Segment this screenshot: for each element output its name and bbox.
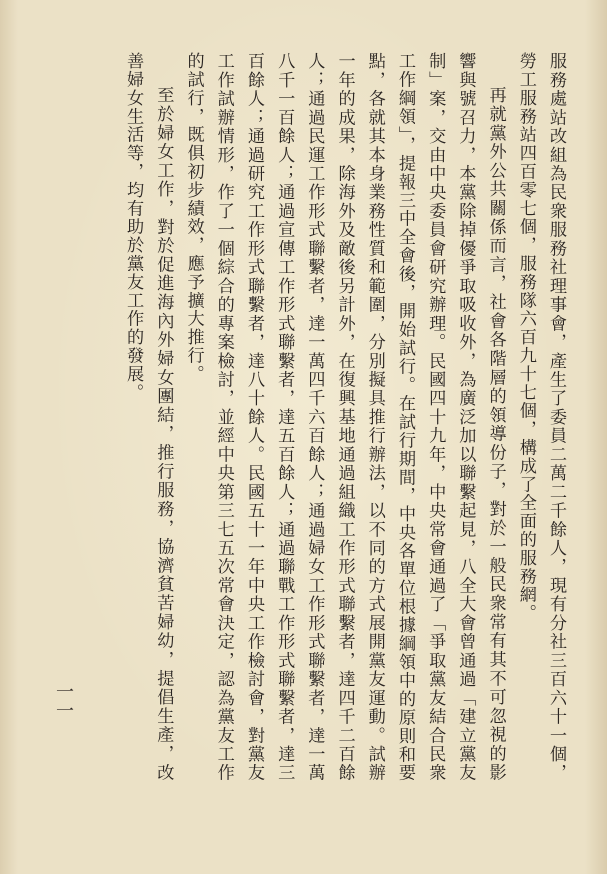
paragraph-service-network: 服務處站改組為民衆服務社理事會，產生了委員二萬二千餘人，現有分社三百六十一個，勞工服務站四百零七個，服務隊六百九十七個，構成了全面的服務網。 — [515, 52, 566, 782]
page-number: 一一 — [53, 682, 74, 720]
vertical-text-body — [61, 52, 571, 782]
paragraph-women-work: 至於婦女工作，對於促進海內外婦女團結，推行服務，協濟貧苦婦幼，提倡生產，改善婦女生活等，均有助於黨友工作的發展。 — [123, 52, 174, 782]
paragraph-party-friends: 再就黨外公共關係而言，社會各階層的領導份子，對於一般民衆常有其不可忽視的影響與號召力，本黨除掉優爭取吸收外，為廣泛加以聯繫起見，八全大會曾通過「建立黨友制」案，交由中央委員會研究辦理。民國四十九年，中央常會通過了「爭取黨友結合民衆工作綱領」，提報三中全會後，開始試行。在試行期間，中央各單位根據綱領中的原則和要點，各就其本身業務性質和範圍，分別擬具推行辦法，以不同的方式展開黨友運動。試辦一年的成果，除海外及敵後另計外，在復興基地通過組織工作形式聯繫者，達四千二百餘人；通過民運工作形式聯繫者，達一萬四千六百餘人；通過婦女工作形式聯繫者，達一萬八千一百餘人；通過宣傳工作形式聯繫者，達五百餘人；通過聯戰工作形式聯繫者，達三百餘人；通過研究工作形式聯繫者，達八十餘人。民國五十一年中央工作檢討會，對黨友工作試辦情形，作了一個綜合的專案檢討，並經中央第三七五次常會決定，認為黨友工作的試行，既俱初步績效，應予擴大推行。 — [183, 52, 506, 782]
